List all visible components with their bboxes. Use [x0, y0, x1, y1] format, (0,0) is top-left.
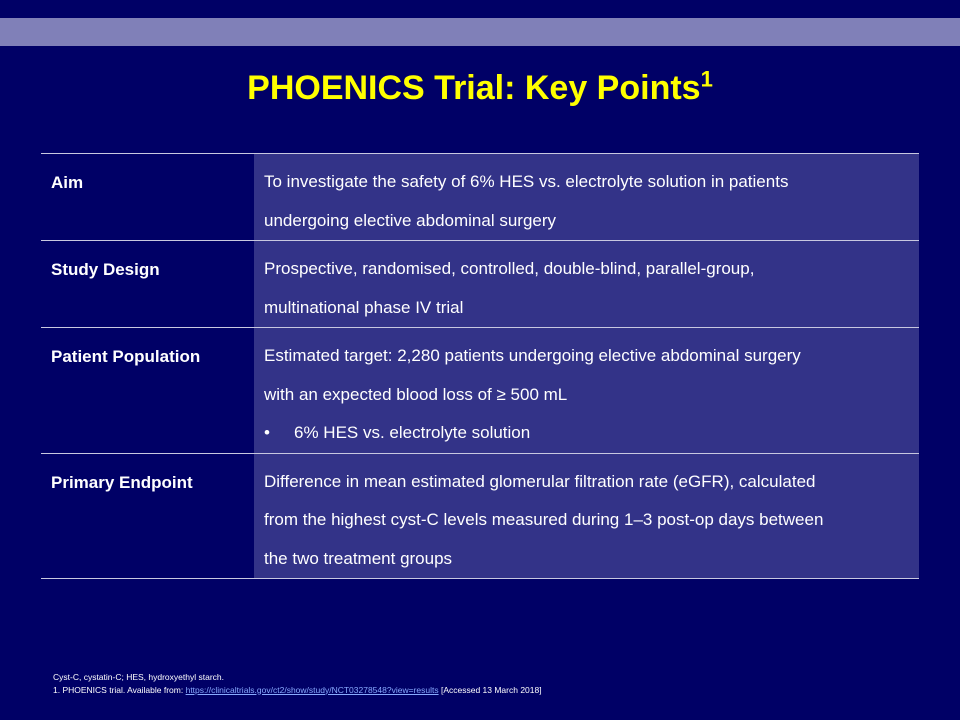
table-row-study-design [41, 241, 919, 328]
slide-title [0, 62, 960, 114]
row-content [254, 453, 919, 579]
title-reference-superscript: 1 [700, 66, 713, 92]
bullet-icon: • [264, 423, 270, 442]
row-content [254, 241, 919, 328]
key-points-table [41, 153, 919, 579]
table-row-aim [41, 154, 919, 241]
content-line: from the highest cyst-C levels measured during 1–3 post-op days between [264, 510, 824, 529]
row-label: Primary Endpoint [41, 453, 254, 579]
row-label: Patient Population [41, 328, 254, 454]
row-content [254, 328, 919, 454]
content-line: the two treatment groups [264, 548, 453, 568]
content-line: undergoing elective abdominal surgery [264, 210, 557, 230]
slide-title-text: PHOENICS Trial: Key Points [247, 69, 701, 107]
table-row-primary-endpoint [41, 453, 919, 579]
row-content [254, 154, 919, 241]
bullet-text: 6% HES vs. electrolyte solution [294, 423, 531, 442]
row-label: Study Design [41, 241, 254, 328]
reference-note [53, 684, 542, 697]
content-line: multinational phase IV trial [264, 297, 464, 317]
reference-link[interactable]: https://clinicaltrials.gov/ct2/show/study/NCT03278548?view=results [185, 684, 439, 695]
table-row-patient-population [41, 328, 919, 454]
footnotes [53, 671, 542, 696]
reference-prefix: 1. PHOENICS trial. Available from: [53, 684, 186, 695]
row-label: Aim [41, 154, 254, 241]
content-line: Estimated target: 2,280 patients undergoing elective abdominal surgery [264, 346, 801, 365]
content-line: Prospective, randomised, controlled, double-blind, parallel-group, [264, 259, 755, 278]
content-line: To investigate the safety of 6% HES vs. electrolyte solution in patients [264, 172, 789, 191]
top-banner-band [0, 18, 960, 46]
content-line: Difference in mean estimated glomerular filtration rate (eGFR), calculated [264, 471, 816, 491]
reference-suffix: [Accessed 13 March 2018] [438, 684, 542, 695]
abbreviations-note: Cyst-C, cystatin-C; HES, hydroxyethyl starch. [53, 672, 224, 682]
bullet-item [264, 414, 909, 453]
content-line: with an expected blood loss of ≥ 500 mL [264, 384, 568, 404]
